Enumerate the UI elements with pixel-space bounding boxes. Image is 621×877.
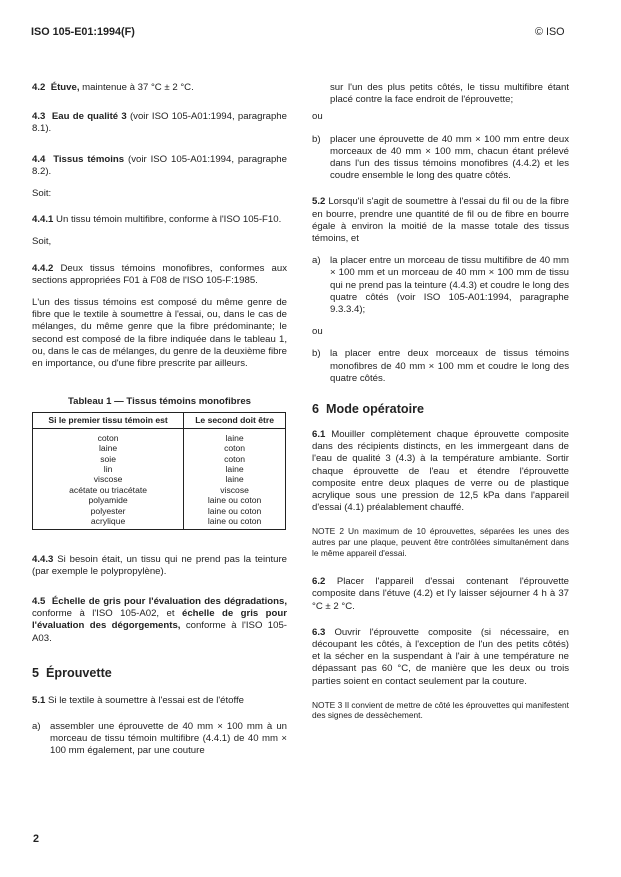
- clause-4-2: [32, 82, 287, 94]
- table-cell: laine ou coton: [184, 506, 286, 516]
- clause-4-3: [32, 111, 287, 135]
- table-cell: polyamide: [33, 495, 184, 505]
- right-column: [312, 82, 569, 721]
- clause-number: 6.3: [312, 626, 326, 638]
- table-cell: laine ou coton: [184, 516, 286, 529]
- clause-number: 5.2: [312, 196, 326, 208]
- clause-text: Si besoin était, un tissu qui ne prend pas la teinture (par exemple le polypropylène).: [32, 553, 287, 577]
- clause-text: Deux tissus témoins monofibres, conformes aux sections appropriées F01 à F08 de l'ISO 105-F:1985.: [32, 262, 287, 286]
- clause-number: 4.2: [32, 82, 46, 93]
- clause-text: (voir ISO 105-A01:1994, paragraphe 8.2).: [32, 153, 287, 177]
- soit-label-2: Soit,: [32, 236, 52, 248]
- table-cell: coton: [184, 443, 286, 453]
- table-cell: viscose: [184, 485, 286, 495]
- clause-text: Si le textile à soumettre à l'essai est de l'étoffe: [45, 694, 245, 706]
- table-row: [33, 506, 286, 516]
- list-text: assembler une éprouvette de 40 mm × 100 mm à un morceau de tissu témoin multifibre (4.4.1) de 40 mm × 100 mm également, par une couture: [50, 720, 287, 757]
- soit-label: Soit:: [32, 188, 52, 200]
- list-label: a): [32, 720, 41, 732]
- clause-4-4-2: [32, 263, 287, 287]
- header-copyright: © ISO: [535, 26, 565, 38]
- table-caption: Tableau 1 — Tissus témoins monofibres: [67, 396, 252, 408]
- clause-text: Placer l'appareil d'essai contenant l'éprouvette composite dans l'étuve (4.2) et l'y laisser séjourner 4 h à 37 °C ± 2 °C.: [312, 576, 569, 612]
- clause-text: Ouvrir l'éprouvette composite (si nécessaire, en découpant les côtés, à l'exception de l'un des petits côtés) et la sécher en la suspendant à l'air à une température ne dépassant pas 60 °C, de manière que les deux ou trois parties soient en contact seulement par la couture.: [312, 626, 569, 687]
- table-header-cell: Si le premier tissu témoin est: [33, 413, 184, 428]
- list-item-a: [32, 721, 287, 758]
- table-cell: coton: [33, 428, 184, 443]
- list-text: la placer entre un morceau de tissu multifibre de 40 mm × 100 mm et un morceau de 40 mm × 100 mm de tissu qui ne prend pas la teinture (4.4.3) et coudre le long des quatre côtés (voir ISO 105-A01:1994, paragraphe 9.3.3.4);: [330, 255, 569, 316]
- table-cell: lin: [33, 464, 184, 474]
- clause-text: Un tissu témoin multifibre, conforme à l'ISO 105-F10.: [53, 214, 282, 226]
- list-label: b): [312, 348, 321, 360]
- table-cell: viscose: [33, 474, 184, 484]
- table-cell: laine: [184, 474, 286, 484]
- clause-title: Étuve,: [50, 82, 80, 93]
- clause-number: 4.5: [32, 595, 46, 607]
- table-cell: acrylique: [33, 516, 184, 529]
- ou-label-2: ou: [312, 326, 323, 338]
- table-row: [33, 474, 286, 484]
- clause-number: 4.4: [32, 153, 46, 165]
- clause-number: 4.3: [32, 111, 46, 123]
- section-number: 6: [312, 402, 320, 417]
- table-cell: soie: [33, 454, 184, 464]
- clause-text: (voir ISO 105-A01:1994, paragraphe 8.1).: [32, 111, 287, 135]
- table-cell: laine: [184, 428, 286, 443]
- table-row: [33, 428, 286, 443]
- table-row: [33, 516, 286, 529]
- table-cell: laine: [184, 464, 286, 474]
- table-cell: coton: [184, 454, 286, 464]
- table-row: [33, 443, 286, 453]
- header-standard-id: ISO 105-E01:1994(F): [31, 26, 135, 38]
- page-number: 2: [33, 833, 40, 845]
- clause-6-3: [312, 627, 569, 688]
- clause-title-2: échelle de gris pour l'évaluation des dégorgements,: [32, 608, 287, 632]
- table-cell: acétate ou triacétate: [33, 485, 184, 495]
- clause-title: Eau de qualité 3: [51, 111, 127, 123]
- table-row: [33, 495, 286, 505]
- section-heading-6: [312, 401, 569, 417]
- table-cell: laine: [33, 443, 184, 453]
- clause-title: Échelle de gris pour l'évaluation des dégradations,: [51, 595, 287, 607]
- clause-4-4: [32, 154, 287, 178]
- clause-text: maintenue à 37 °C ± 2 °C.: [79, 82, 194, 93]
- clause-4-4-1: [32, 214, 287, 226]
- clause-4-4-3: [32, 554, 287, 578]
- section-heading-5: [32, 665, 287, 681]
- table-row: [33, 454, 286, 464]
- list-label: b): [312, 133, 321, 145]
- clause-text-end: conforme à l'ISO 105-A03.: [32, 620, 287, 644]
- continued-text: sur l'un des plus petits côtés, le tissu multifibre étant placé contre la face endroit de l'éprouvette;: [330, 82, 569, 106]
- table-1: [32, 396, 287, 529]
- list-item-b: [312, 134, 569, 183]
- clause-text: conforme à l'ISO 105-A02, et: [32, 608, 182, 620]
- clause-5-2: [312, 196, 569, 245]
- list-label: a): [312, 255, 321, 267]
- clause-number: 4.4.3: [32, 553, 54, 565]
- list-text: placer une éprouvette de 40 mm × 100 mm entre deux morceaux de 40 mm × 100 mm, chacun étant prélevé dans l'un des tissus témoins monofibres (4.4.2) et les coudre ensemble le long des quatre côtés.: [330, 133, 569, 182]
- ou-label: ou: [312, 111, 323, 123]
- clause-number: 5.1: [32, 694, 46, 706]
- table-header-cell: Le second doit être: [184, 413, 286, 428]
- table-row: [33, 485, 286, 495]
- list-text: la placer entre deux morceaux de tissus témoins monofibres de 40 mm × 100 mm et coudre le long des quatre côtés.: [330, 348, 569, 384]
- section-title: Mode opératoire: [326, 402, 424, 417]
- clause-text: Mouiller complètement chaque éprouvette composite dans des récipients distincts, en les immergeant dans de l'eau de qualité 3 (4.3) à la température ambiante. Sortir chaque éprouvette de l'eau et étendre l'éprouvette composite entre deux plaques de verre ou de plastique acrylique sous une pression de 12,5 kPa dans l'appareil d'essai (4.1) préalablement chauffé.: [312, 429, 569, 514]
- note-2: NOTE 2 Un maximum de 10 éprouvettes, séparées les unes des autres par une plaque, peuvent être contrôlées simultanément dans le même appareil d'essai.: [312, 526, 569, 558]
- table-cell: laine ou coton: [184, 495, 286, 505]
- table-grid: [32, 412, 286, 529]
- list-item-b2: [312, 348, 569, 385]
- section-title: Éprouvette: [46, 665, 112, 680]
- clause-6-2: [312, 576, 569, 613]
- clause-6-1: [312, 429, 569, 514]
- clause-number: 6.1: [312, 429, 326, 441]
- clause-title: Tissus témoins: [53, 153, 125, 165]
- clause-text: Lorsqu'il s'agit de soumettre à l'essai du fil ou de la fibre en bourre, prendre une quantité de fil ou de fibre en bourre égale à environ la moitié de la masse totale des tissus témoins, et: [312, 196, 569, 245]
- section-number: 5: [32, 665, 40, 680]
- clause-5-1: [32, 695, 287, 707]
- table-row: [33, 464, 286, 474]
- clause-4-5: [32, 596, 287, 645]
- clause-number: 4.4.1: [32, 214, 54, 226]
- clause-number: 4.4.2: [32, 262, 54, 274]
- table-header-row: [33, 413, 286, 428]
- table-cell: polyester: [33, 506, 184, 516]
- list-item-a2: [312, 255, 569, 316]
- paragraph-tissus: L'un des tissus témoins est composé du même genre de fibre que le textile à soumettre à l'essai, ou, dans le cas de mélanges, du même genre que la fibre prédominante; le second est composé de la fibre indiquée dans le tableau 1, ou, dans le cas de mélanges, du genre de la deuxième fibre en importance, ou d'une fibre prescrite par ailleurs.: [32, 297, 287, 370]
- clause-number: 6.2: [312, 576, 326, 588]
- note-3: NOTE 3 Il convient de mettre de côté les éprouvettes qui manifestent des signes de dessèchement.: [312, 699, 569, 721]
- left-column: [32, 82, 287, 758]
